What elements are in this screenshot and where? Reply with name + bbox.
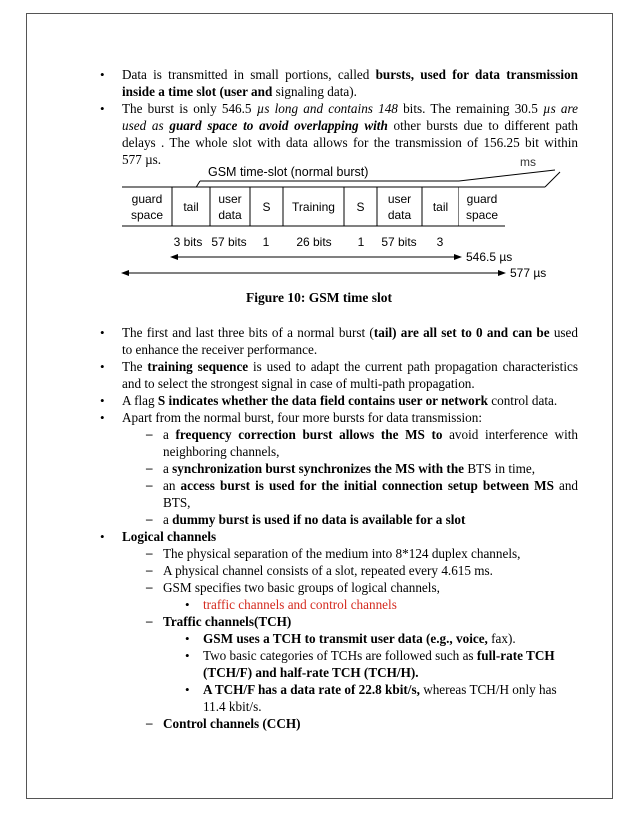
text-line: The first and last three bits of a normal burst (tail) are all set to 0 and can be used (122, 325, 579, 340)
segment-label: user (387, 192, 412, 206)
highlighted-text: traffic channels and control channels (203, 597, 397, 612)
bullet-marker: • (100, 529, 105, 544)
bit-count-label: 3 (436, 235, 444, 249)
bullet-marker: • (100, 325, 105, 340)
segment-label: S (262, 200, 271, 214)
text-line: The physical separation of the medium into 8*124 duplex channels, (163, 546, 521, 561)
bit-count-label: 3 bits (173, 235, 203, 249)
bullet-marker: • (185, 597, 190, 612)
bullet-marker: • (100, 101, 105, 116)
section-heading: Logical channels (122, 529, 217, 544)
segment-label: space (465, 208, 499, 222)
figure-corner-label: ms (520, 155, 536, 169)
arrowhead-left (170, 254, 178, 260)
text-line: and to select the strongest signal in case of multi-path propagation. (122, 376, 475, 391)
segment-label: Training (292, 200, 335, 214)
segment-label: data (387, 208, 412, 222)
arrowhead-left (121, 270, 129, 276)
segment-label: user (218, 192, 242, 206)
dash-marker: – (146, 562, 153, 577)
slot-duration-label: 577 µs (510, 266, 547, 280)
arrowhead-right (454, 254, 462, 260)
figure-caption: Figure 10: GSM time slot (246, 290, 392, 305)
text-line: inside a time slot (user and signaling data). (122, 84, 357, 99)
dash-marker: – (146, 511, 153, 526)
segment-label: tail (432, 200, 449, 214)
bracket-right-diagonal (459, 170, 555, 181)
bullet-marker: • (100, 67, 105, 82)
bit-count-label: 1 (262, 235, 270, 249)
bit-count-label: 1 (357, 235, 365, 249)
text-line: BTS, (163, 495, 191, 510)
gsm-timeslot-figure (0, 0, 638, 300)
bullet-marker: • (100, 359, 105, 374)
text-line: 11.4 kbit/s. (203, 699, 262, 714)
text-line: Data is transmitted in small portions, called bursts, used for data transmission (122, 67, 579, 82)
bullet-marker: • (185, 682, 190, 697)
text-line: a synchronization burst synchronizes the MS with the BTS in time, (163, 461, 536, 476)
bullet-marker: • (185, 631, 190, 646)
text-line: a dummy burst is used if no data is available for a slot (163, 512, 466, 527)
dash-marker: – (146, 426, 153, 441)
text-line: The training sequence is used to adapt the current path propagation characteristics (122, 359, 578, 374)
segment-label: guard (131, 192, 163, 206)
bullet-marker: • (100, 410, 105, 425)
segment-label: guard (466, 192, 498, 206)
text-line: (TCH/F) and half-rate TCH (TCH/H). (203, 665, 419, 680)
segment-label: tail (183, 200, 199, 214)
text-line: a frequency correction burst allows the MS to avoid interference with (163, 427, 578, 442)
text-line: The burst is only 546.5 µs long and contains 148 bits. The remaining 30.5 µs are (122, 101, 578, 116)
segment-label: S (356, 200, 365, 214)
figure-title: GSM time-slot (normal burst) (208, 165, 369, 179)
subsection-heading: Traffic channels(TCH) (163, 614, 292, 629)
text-line: GSM specifies two basic groups of logical channels, (163, 580, 440, 595)
text-line: neighboring channels, (163, 444, 280, 459)
segment-label: space (130, 208, 164, 222)
bullet-marker: • (100, 393, 105, 408)
bullet-marker: • (185, 648, 190, 663)
dash-marker: – (146, 477, 153, 492)
text-line: used as guard space to avoid overlapping with other bursts due to different path (122, 118, 578, 133)
bit-count-label: 57 bits (381, 235, 417, 249)
text-line: GSM uses a TCH to transmit user data (e.g., voice, fax). (203, 631, 516, 646)
text-line: Two basic categories of TCHs are followed such as full-rate TCH (203, 648, 555, 663)
text-line: delays . The whole slot with data allows for the transmission of 156.25 bit within (122, 135, 578, 150)
subsection-heading: Control channels (CCH) (163, 716, 301, 731)
bit-count-label: 26 bits (296, 235, 332, 249)
dash-marker: – (146, 613, 153, 628)
burst-segments (122, 172, 560, 226)
bit-labels (174, 235, 444, 249)
segment-label: data (218, 208, 242, 222)
text-line: A flag S indicates whether the data field contains user or network control data. (122, 393, 558, 408)
guard-slope-right (545, 172, 560, 187)
dash-marker: – (146, 545, 153, 560)
dash-marker: – (146, 715, 153, 730)
dash-marker: – (146, 460, 153, 475)
text-line: A physical channel consists of a slot, repeated every 4.615 ms. (163, 563, 493, 578)
dash-marker: – (146, 579, 153, 594)
text-line: to enhance the receiver performance. (122, 342, 318, 357)
burst-duration-label: 546.5 µs (466, 250, 513, 264)
arrowhead-right (498, 270, 506, 276)
text-line: Apart from the normal burst, four more bursts for data transmission: (122, 410, 483, 425)
text-line: 577 µs. (122, 152, 162, 167)
text-line: A TCH/F has a data rate of 22.8 kbit/s, whereas TCH/H only has (203, 682, 557, 697)
bit-count-label: 57 bits (211, 235, 247, 249)
text-line: an access burst is used for the initial connection setup between MS and (163, 478, 579, 493)
